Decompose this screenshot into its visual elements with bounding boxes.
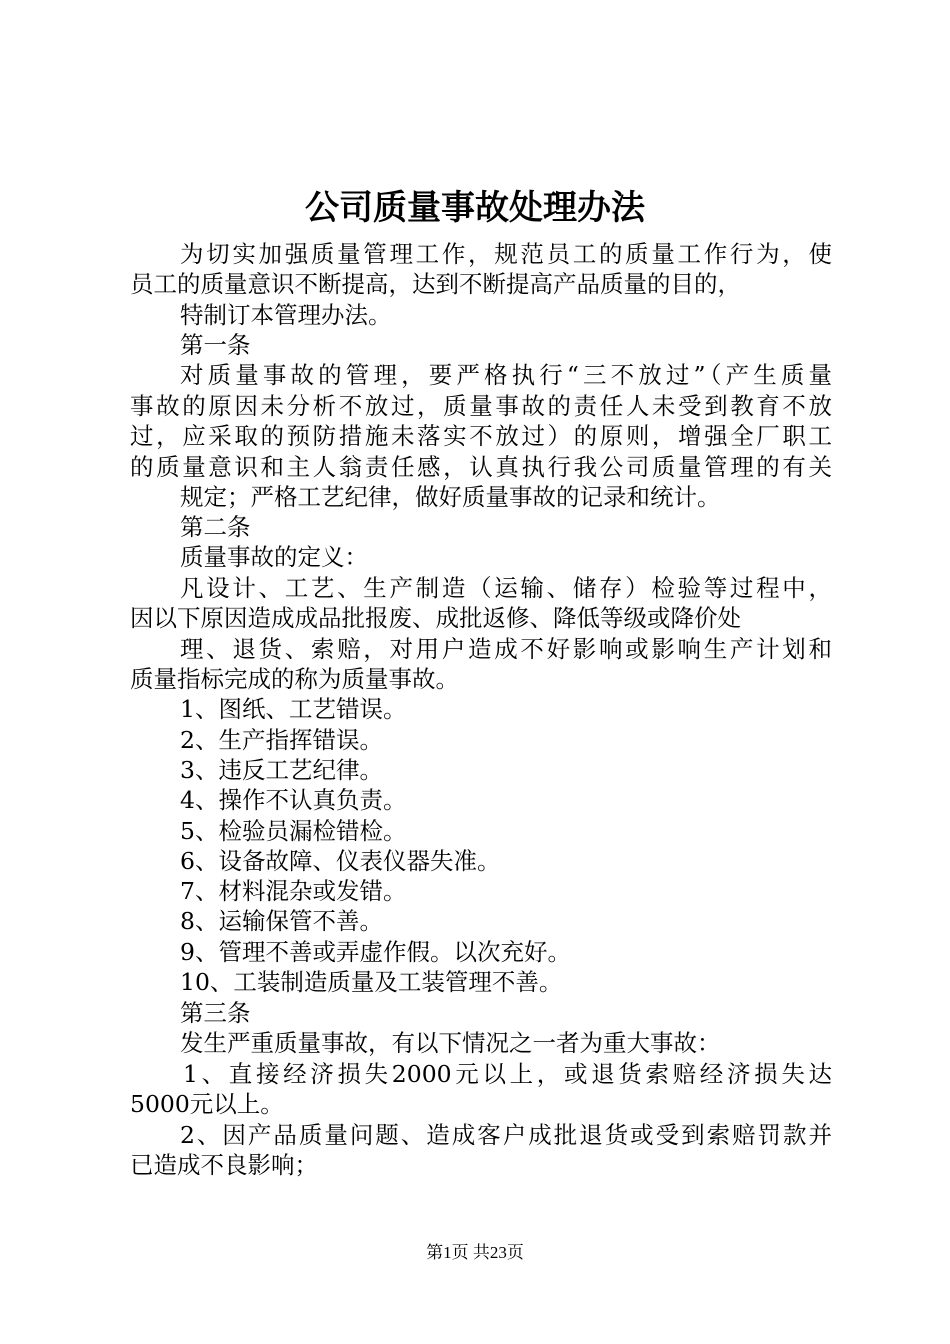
list-item: 7、材料混杂或发错。 [180,877,407,905]
paragraph-line: 5000元以上。 [130,1090,284,1118]
list-item: 1、图纸、工艺错误。 [180,695,407,723]
list-item: 9、管理不善或弄虚作假。以次充好。 [180,938,571,966]
paragraph-line: 已造成不良影响； [130,1151,318,1179]
list-item: 10、工装制造质量及工装管理不善。 [180,968,563,996]
list-item: 3、违反工艺纪律。 [180,756,383,784]
page-number-footer: 第1页 共23页 [426,1243,524,1262]
list-item: 4、操作不认真负责。 [180,786,407,814]
paragraph-line: 特制订本管理办法。 [180,301,392,329]
paragraph-line: 质量事故的定义： [180,543,368,571]
paragraph-line: 对质量事故的管理，要严格执行“三不放过”（产生质量 [180,361,832,389]
paragraph-line: 质量指标完成的称为质量事故。 [130,665,459,693]
list-item: 8、运输保管不善。 [180,907,383,935]
paragraph-line: 发生严重质量事故，有以下情况之一者为重大事故： [180,1029,721,1057]
article-heading: 第一条 [180,331,251,359]
document-title: 公司质量事故处理办法 [305,188,645,228]
paragraph-line: 理、退货、索赔，对用户造成不好影响或影响生产计划和 [180,635,832,663]
paragraph-line: 为切实加强质量管理工作，规范员工的质量工作行为，使 [180,240,832,268]
list-item: 1、直接经济损失2000元以上，或退货索赔经济损失达 [183,1060,832,1088]
paragraph-line: 过，应采取的预防措施未落实不放过）的原则，增强全厂职工 [130,422,832,450]
list-item: 6、设备故障、仪表仪器失准。 [180,847,501,875]
paragraph-line: 凡设计、工艺、生产制造（运输、储存）检验等过程中， [180,574,832,602]
paragraph-line: 员工的质量意识不断提高，达到不断提高产品质量的目的， [130,270,741,298]
paragraph-line: 的质量意识和主人翁责任感，认真执行我公司质量管理的有关 [130,453,832,481]
article-heading: 第二条 [180,513,251,541]
paragraph-line: 规定；严格工艺纪律，做好质量事故的记录和统计。 [180,483,721,511]
list-item: 2、因产品质量问题、造成客户成批退货或受到索赔罚款并 [180,1121,832,1149]
list-item: 5、检验员漏检错检。 [180,817,407,845]
paragraph-line: 因以下原因造成成品批报废、成批返修、降低等级或降价处 [130,604,741,632]
paragraph-line: 事故的原因未分析不放过，质量事故的责任人未受到教育不放 [130,392,832,420]
article-heading: 第三条 [180,999,251,1027]
list-item: 2、生产指挥错误。 [180,726,383,754]
